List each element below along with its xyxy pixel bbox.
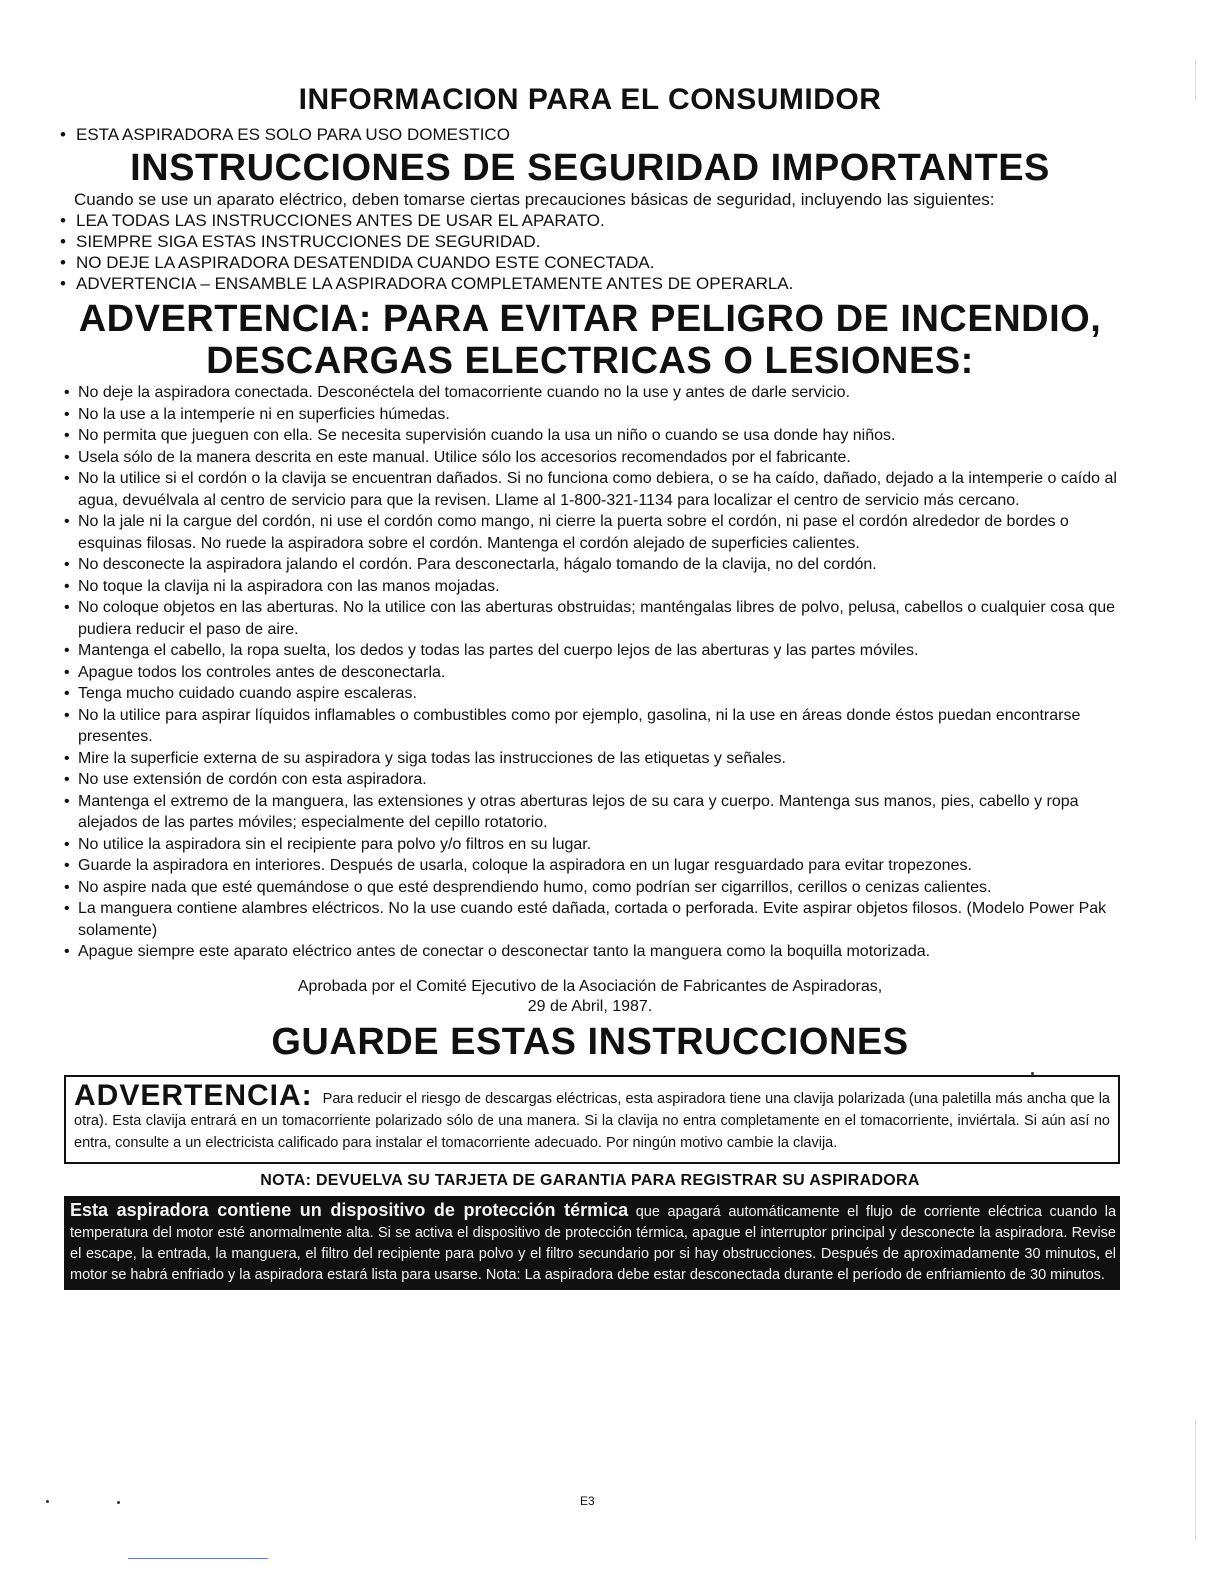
domestic-use-notice: • ESTA ASPIRADORA ES SOLO PARA USO DOMESTICO — [60, 124, 1120, 145]
warning-item: • Mantenga el extremo de la manguera, las extensiones y otras aberturas lejos de su cara y cuerpo. Mantenga sus manos, pies, cabello y ropa alejados de las partes móviles; especialmente del cepillo rotatorio. — [60, 791, 1120, 834]
fire-warning-title-line2: DESCARGAS ELECTRICAS O LESIONES: — [206, 340, 974, 382]
warning-item: • No toque la clavija ni la aspiradora con las manos mojadas. — [60, 576, 1120, 598]
warning-item: • No permita que jueguen con ella. Se necesita supervisión cuando la usa un niño o cuando se usa donde hay niños. — [60, 425, 1120, 447]
safety-item: • LEA TODAS LAS INSTRUCCIONES ANTES DE USAR EL APARATO. — [60, 210, 1120, 231]
safety-intro: Cuando se use un aparato eléctrico, deben tomarse ciertas precauciones básicas de seguridad, incluyendo las siguientes: — [74, 190, 995, 209]
safety-item: • ADVERTENCIA – ENSAMBLE LA ASPIRADORA COMPLETAMENTE ANTES DE OPERARLA. — [60, 273, 1120, 294]
warning-item: • No la use a la intemperie ni en superficies húmedas. — [60, 404, 1120, 426]
polarized-warning-title: ADVERTENCIA: — [74, 1078, 313, 1112]
warning-list — [60, 382, 1120, 963]
warning-item: • No use extensión de cordón con esta aspiradora. — [60, 769, 1120, 791]
safety-item: • SIEMPRE SIGA ESTAS INSTRUCCIONES DE SEGURIDAD. — [60, 231, 1120, 252]
warning-item: • Guarde la aspiradora en interiores. Después de usarla, coloque la aspiradora en un lugar resguardado para evitar tropezones. — [60, 855, 1120, 877]
warning-item: • Apague todos los controles antes de desconectarla. — [60, 662, 1120, 684]
scan-speck — [117, 1501, 120, 1504]
approval-line: Aprobada por el Comité Ejecutivo de la Asociación de Fabricantes de Aspiradoras, — [297, 977, 883, 995]
scan-speck — [46, 1500, 49, 1503]
document-page — [60, 80, 1120, 1290]
warranty-card-note: NOTA: DEVUELVA SU TARJETA DE GARANTIA PARA REGISTRAR SU ASPIRADORA — [260, 1171, 920, 1189]
thermal-protection-text: que apagará automáticamente el flujo de corriente eléctrica cuando la temperatura del motor esté anormalmente alta. Si se activa el dispositivo de protección térmica, apague el interruptor principal y desconecte la aspiradora. Revise el escape, la entrada, la manguera, el filtro del recipiente para polvo y el filtro secundario por si hay obstrucciones. Después de aproximadamente 30 minutos, el motor se habrá enfriado y la aspiradora estará lista para usarse. Nota: La aspiradora debe estar desconectada durante el período de enfriamiento de 30 minutos. — [70, 1203, 1117, 1283]
safety-item: • NO DEJE LA ASPIRADORA DESATENDIDA CUANDO ESTE CONECTADA. — [60, 252, 1120, 273]
warning-item: • Usela sólo de la manera descrita en este manual. Utilice sólo los accesorios recomendados por el fabricante. — [60, 447, 1120, 469]
page-number: E3 — [580, 1494, 595, 1508]
warning-item: • No la utilice si el cordón o la clavija se encuentran dañados. Si no funciona como debiera, o se ha caído, dañado, dejado a la intemperie o caído al agua, devuélvala al centro de servicio para que la revisen. Llame al 1-800-321-1134 para localizar el centro de servicio más cercano. — [60, 468, 1120, 511]
scan-edge-mark — [1195, 1420, 1196, 1540]
footer-rule — [128, 1558, 268, 1559]
consumer-info-title: INFORMACION PARA EL CONSUMIDOR — [298, 83, 882, 116]
warning-item: • La manguera contiene alambres eléctricos. No la use cuando esté dañada, cortada o perforada. Evite aspirar objetos filosos. (Modelo Power Pak solamente) — [60, 898, 1120, 941]
warning-item: • No desconecte la aspiradora jalando el cordón. Para desconectarla, hágalo tomando de la clavija, no del cordón. — [60, 554, 1120, 576]
approval-date: 29 de Abril, 1987. — [527, 997, 653, 1015]
warning-item: • No coloque objetos en las aberturas. No la utilice con las aberturas obstruidas; manténgalas libres de polvo, pelusa, cabellos o cualquier cosa que pudiera reducir el paso de aire. — [60, 597, 1120, 640]
fire-warning-title-line1: ADVERTENCIA: PARA EVITAR PELIGRO DE INCENDIO, — [78, 298, 1102, 340]
warning-item: • Mire la superficie externa de su aspiradora y siga todas las instrucciones de las etiquetas y señales. — [60, 748, 1120, 770]
thermal-protection-box — [64, 1196, 1120, 1290]
warning-item: • No la utilice para aspirar líquidos inflamables o combustibles como por ejemplo, gasolina, ni la use en áreas donde éstos puedan encontrarse presentes. — [60, 705, 1120, 748]
safety-instructions-title: INSTRUCCIONES DE SEGURIDAD IMPORTANTES — [130, 147, 1050, 189]
warning-item: • Mantenga el cabello, la ropa suelta, los dedos y todas las partes del cuerpo lejos de las aberturas y las partes móviles. — [60, 640, 1120, 662]
warning-item: • Tenga mucho cuidado cuando aspire escaleras. — [60, 683, 1120, 705]
safety-list — [60, 210, 1120, 294]
scan-speck — [1031, 1072, 1034, 1075]
save-instructions-title: GUARDE ESTAS INSTRUCCIONES — [271, 1020, 909, 1063]
warning-item: • No utilice la aspiradora sin el recipiente para polvo y/o filtros en su lugar. — [60, 834, 1120, 856]
warning-item: • No aspire nada que esté quemándose o que esté desprendiendo humo, como podrían ser cigarrillos, cerillos o cenizas calientes. — [60, 877, 1120, 899]
polarized-plug-warning-box — [64, 1075, 1120, 1164]
warning-item: • No la jale ni la cargue del cordón, ni use el cordón como mango, ni cierre la puerta sobre el cordón, ni pase el cordón alrededor de bordes o esquinas filosas. No ruede la aspiradora sobre el cordón. Mantenga el cordón alejado de superficies calientes. — [60, 511, 1120, 554]
polarized-warning-text: Para reducir el riesgo de descargas eléctricas, esta aspiradora tiene una clavija polarizada (una paletilla más ancha que la otra). Esta clavija entrará en un tomacorriente polarizado sólo de una manera. Si la clavija no entra completamente en el tomacorriente, inviértala. Si aún así no entra, consulte a un electricista calificado para instalar el tomacorriente adecuado. Por ningún motivo cambie la clavija. — [74, 1090, 1110, 1151]
approval-note — [60, 977, 1120, 1017]
thermal-protection-lead: Esta aspiradora contiene un dispositivo de protección térmica — [70, 1199, 629, 1220]
warning-item: • No deje la aspiradora conectada. Desconéctela del tomacorriente cuando no la use y antes de darle servicio. — [60, 382, 1120, 404]
scan-edge-mark — [1195, 60, 1196, 100]
warning-item: • Apague siempre este aparato eléctrico antes de conectar o desconectar tanto la manguera como la boquilla motorizada. — [60, 941, 1120, 963]
